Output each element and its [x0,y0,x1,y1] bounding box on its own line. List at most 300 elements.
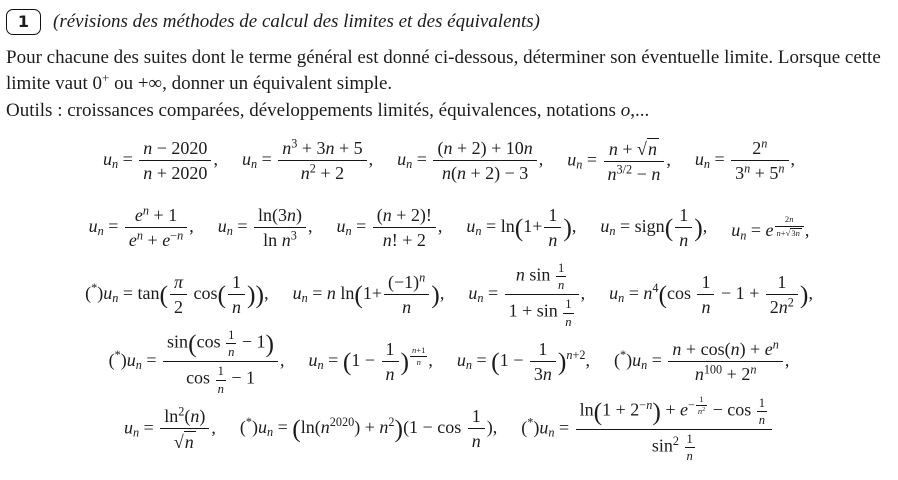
fraction-denominator [696,406,707,417]
math-variable: n [647,138,657,159]
math-variable: n [382,230,392,251]
formula: $(^*)u_n = \tan$( $\frac{\pi}{2}$ cos( $\frac{1}{n}$ )), [85,272,269,318]
math-variable: n [465,358,473,373]
math-variable: n [701,297,711,318]
math-fraction [685,432,695,463]
fraction-denominator [675,228,692,251]
formula: $u_n$ = $\frac{(n + 2) + 10n}{n(n + 2) - 3}$ , [397,138,544,184]
math-sup [409,344,428,368]
math-sub [475,225,481,239]
math-variable: u [468,283,478,304]
fraction-denominator [384,295,429,318]
fraction-numerator: 1 [544,204,561,228]
math-variable: n [750,362,757,377]
big-delimiter: ) [400,347,410,377]
big-delimiter: ) [799,280,809,310]
fraction-numerator: 1 [530,338,556,362]
formula: $(^*)u_n$ = $\frac{n + \cos(n) + e^n}{n^{100} + 2^n}$ , [614,337,790,385]
radical-sign: √ [785,227,791,238]
math-variable: n [609,224,616,239]
formula: $u_n$ = $\frac{n + √n}{n^{3/2} - n}$ , [567,138,671,184]
fraction-numerator: 1 [766,271,798,295]
fraction-denominator [160,429,209,453]
fraction-numerator: $n^3 + 3n + 5$ [278,137,366,161]
math-fraction [766,271,798,318]
math-variable: n [301,291,308,306]
math-variable: n [112,291,119,306]
math-variable: n [761,136,768,151]
math-variable: e [134,205,143,226]
math-sub [136,359,142,373]
math-variable: n [744,161,751,176]
math-variable: n [281,230,291,251]
big-delimiter: ( [217,280,227,310]
fraction-denominator [544,228,561,251]
math-variable: e [128,230,137,251]
math-fraction [556,261,566,292]
math-fraction [382,338,399,385]
math-fraction [668,338,782,385]
math-variable: n [477,291,484,306]
fraction-numerator: 1 [226,328,236,344]
math-variable: u [258,417,267,438]
math-sup: 4 [652,281,659,296]
math-variable: n [232,297,242,318]
big-delimiter: ( [354,280,363,310]
math-sub [318,359,324,373]
formula: $u_n$ = $\frac{\ln(3n)}{\ln n^3}$ , [217,205,313,251]
math-variable: n [730,339,740,360]
math-sup [778,162,784,176]
math-variable: n [607,163,617,184]
big-delimiter: ( [159,280,168,310]
math-fraction [675,204,692,251]
math-fraction [170,271,187,318]
big-delimiter: ( [292,414,301,444]
math-sup [773,338,779,352]
math-variable: u [308,350,318,371]
math-variable: u [600,216,610,237]
math-variable: u [694,149,704,170]
math-variable: n [778,297,788,318]
fraction-denominator: $e^n + e^{-n}$ [128,228,184,251]
math-sqrt [174,431,196,452]
fraction-numerator: n + √n [604,137,665,162]
big-delimiter: ( [491,347,500,377]
math-fraction [228,271,245,318]
math-variable: n [795,227,800,238]
big-delimiter: ( [664,213,674,243]
fraction-numerator: (n + 2) + 10n [433,137,536,161]
fraction-denominator: n! + 2 [382,230,426,251]
formula: $u_n = e$ $^{\frac{2n}{n+√3n}}$ , [731,213,810,243]
math-sup: − 1 n2 [688,393,706,417]
formula: $u_n$ = sign( $\frac{1}{n}$ ), [600,205,708,251]
math-variable: u [466,216,476,237]
fraction-denominator: n + 2020 [143,163,208,184]
fraction-denominator: n+√3n [776,227,800,238]
fraction-denominator [216,381,226,396]
math-variable: n [190,405,200,426]
formula: $(^*)u_n$ = sin(cos $\frac{1}{n}$ − 1) cos $\frac{1}{n}$ − 1 , [108,328,285,396]
math-variable: n [267,425,274,440]
math-variable: u [609,283,619,304]
math-variable: n [112,157,119,172]
math-sup: −n [639,397,653,412]
math-fraction [696,395,707,417]
math-variable: n [643,283,653,304]
math-variable: n [345,224,352,239]
math-variable: n [471,431,481,452]
radicand [184,431,196,452]
math-variable: n [177,228,184,243]
math-fraction [410,346,427,368]
fraction-numerator: 1 [216,364,226,380]
math-sub [346,225,352,239]
math-variable: n [325,138,335,159]
fraction-denominator [228,295,245,318]
math-sub [618,292,624,306]
fraction-numerator: 1 [228,271,245,295]
formula: $u_n$ = n sin $\frac{1}{n}$ 1 + sin $\frac{1}{n}$ , [468,261,586,329]
fraction-numerator: $(-1)^n$ [384,271,429,295]
math-variable: n [217,381,224,396]
fraction-numerator: $n + \cos(n) + e^n$ [668,338,782,362]
math-sub [548,426,554,440]
math-fraction [433,137,536,184]
fraction-numerator: 1 [563,297,573,313]
math-variable: n [772,337,779,352]
math-variable: n [557,278,565,293]
math-variable: n [679,230,689,251]
math-fraction [775,215,804,238]
math-sup: + [102,69,110,85]
math-sup: * [114,348,121,363]
math-variable: n [523,138,533,159]
math-fraction [530,338,556,385]
math-sub [466,359,472,373]
fraction-denominator [226,344,236,359]
math-variable: n [694,364,704,385]
math-variable: n [226,224,233,239]
formula-row [6,127,892,194]
math-variable: n [565,314,572,329]
math-variable: π [173,272,184,293]
math-sup: 2 [787,295,794,310]
big-delimiter: ) [652,396,661,426]
math-sub [641,359,647,373]
math-variable: n [250,157,258,172]
formula: $u_n$ = $\frac{n^3 + 3n + 5}{n^2 + 2}$ , [241,136,374,184]
fraction-numerator: $\ln^2(n)$ [160,405,209,429]
big-delimiter: ( [514,213,524,243]
math-fraction [384,271,429,318]
formula: $u_n$ = $\frac{\ln^2(n)}{√n}$ , [123,404,216,452]
math-variable: n [132,425,140,440]
formula-row [6,328,892,395]
math-sub [576,158,582,172]
radical-sign: √ [637,138,647,159]
math-variable: u [88,216,98,237]
fraction-denominator [556,277,566,292]
fraction-denominator [757,412,767,427]
fraction-numerator: n sin $\frac{1}{n}$ [505,260,579,295]
fraction-numerator: 1 [468,405,485,429]
math-variable: u [567,149,577,170]
math-sup: * [91,281,98,296]
radical-sign: √ [173,431,184,452]
math-sup: 2 [388,415,395,430]
math-fraction [216,364,226,395]
math-sub [302,292,308,306]
math-sup: 100 [703,362,723,377]
math-variable: n [143,163,153,184]
math-fraction [373,204,436,251]
math-variable: n [776,227,781,238]
math-variable: u [217,216,227,237]
math-sup: * [620,348,627,363]
fraction-denominator [697,295,714,318]
math-variable: n [97,224,104,239]
fraction-denominator: $2n^2$ [769,295,794,318]
math-sup: 2 [309,161,316,176]
math-variable: n [548,230,558,251]
math-variable: n [542,364,552,385]
big-delimiter: ) [265,329,275,359]
formula-row [6,395,892,462]
math-variable: u [632,350,642,371]
math-variable: n [143,138,153,159]
math-variable: u [731,220,741,241]
math-fraction [468,405,485,452]
fraction-denominator [382,362,399,385]
math-fraction [163,327,278,396]
math-sup: 2 [702,407,706,414]
formula: $u_n = (1$ − $\frac{1}{3n}$ )$^{n+2}$, [456,339,591,385]
math-variable: n [641,358,648,373]
math-sup: 2 [672,433,679,448]
fraction-denominator: $3^n + 5^n$ [735,161,785,184]
fraction-denominator [468,429,485,452]
fraction-denominator: $n^{100} + 2^n$ [694,362,757,385]
formula-row [6,261,892,328]
math-variable: n [618,291,625,306]
formula-list [6,127,892,462]
math-sub [609,225,615,239]
fraction-denominator: cos $\frac{1}{n}$ − 1 [186,364,256,396]
math-sub [406,158,412,172]
math-variable: o [620,99,631,121]
math-variable: n [142,203,150,218]
big-delimiter: ( [658,280,667,310]
math-sup [137,229,143,243]
radicand [647,138,659,159]
math-sup: * [527,415,534,430]
math-variable: u [241,149,251,170]
math-variable: n [416,357,421,368]
fraction-denominator: $\sin^2$ $\frac{1}{n}$ [651,431,693,464]
math-sup [419,271,425,285]
math-fraction [505,260,579,329]
math-variable: n [576,157,583,172]
math-variable: n [300,163,310,184]
fraction-numerator: $e^n + 1$ [125,204,187,228]
math-sup [761,137,767,151]
math-variable: n [317,358,324,373]
math-sub [112,292,118,306]
math-fraction [254,204,306,251]
math-sqrt [637,138,659,159]
math-sub [251,158,257,172]
math-fraction [125,204,187,251]
math-variable: n [379,417,389,438]
math-variable: n [672,339,682,360]
math-variable: n [326,283,336,304]
big-delimiter: ) [557,347,567,377]
math-sqrt [786,228,802,239]
math-variable: e [765,220,774,241]
formula: $u_n = (1$ − $\frac{1}{n}$ ) $^{\frac{n+1}{n}}$ , [308,339,433,385]
math-sup: 3/2 [616,162,633,177]
math-variable: n [135,358,142,373]
fraction-denominator: 1 + sin $\frac{1}{n}$ [508,297,572,329]
math-variable: u [292,283,302,304]
math-variable: n [443,138,453,159]
math-variable: n [686,449,693,464]
math-fraction [278,137,366,184]
formula: $u_n = n$ ln(1+ $\frac{(-1)^n}{n}$ ), [292,270,445,318]
fraction-denominator [685,448,695,463]
big-delimiter: ) [563,213,572,243]
math-sub [267,426,273,440]
math-variable: n [136,228,144,243]
math-variable: n [651,163,661,184]
math-sub [227,225,233,239]
math-sub [98,225,104,239]
math-variable: n [566,348,573,363]
formula: $u_n = n^4(\cos$ $\frac{1}{n}$ − 1 + $\frac{1}{2n^2}$ ), [609,272,813,318]
formula: $(^*)u_n = (\ln(n^{2020}) + n^2)(1 - \cos$ $\frac{1}{n}$ ), [239,406,498,452]
fraction-numerator: 1 [757,396,767,412]
fraction-numerator: 1 [697,271,714,295]
big-delimiter: ) [694,213,703,243]
fraction-numerator: n − 2020 [139,137,211,161]
fraction-numerator: 1 [382,338,399,362]
math-variable: u [336,216,346,237]
exercise-title: (révisions des méthodes de calcul des limites et des équivalents) [53,11,541,32]
math-fraction [563,297,573,328]
math-fraction [576,394,772,464]
radicand: 3n [791,227,800,238]
math-variable: n [740,228,747,243]
math-variable: n [703,157,710,172]
math-sup: −n [170,228,184,243]
exercise-header [6,6,892,38]
math-variable: n [385,364,395,385]
fraction-numerator: (n + 2)! [373,204,436,228]
fraction-numerator: n+1 [410,346,427,358]
big-delimiter: ) [431,280,440,310]
formula: $u_n$ = $\frac{(n + 2)!}{n! + 2}$ , [336,205,443,251]
fraction-denominator: 2 [174,297,183,318]
math-variable: u [123,417,133,438]
big-delimiter: ( [342,347,352,377]
formula: $(^*)u_n$ = $\ln(1 + 2^{-n}) + e^{- \frac{1}{n^2}}$ − cos $\frac{1}{n}$ $\sin^2$ $\frac{1}{n}$ [521,394,774,464]
fraction-numerator: 2n [775,215,804,227]
fraction-numerator: sin(cos $\frac{1}{n}$ − 1) [163,327,278,362]
math-sup [750,363,756,377]
math-fraction [160,405,209,453]
fraction-numerator: 1 [675,204,692,228]
math-variable: n [778,161,785,176]
fraction-numerator: $\ln(1 + 2^{-n}) + e^{- \frac{1}{n^2}}$ − cos $\frac{1}{n}$ [576,394,772,430]
math-sup [774,213,805,238]
math-fraction [226,328,236,359]
math-variable: n [515,265,525,286]
math-variable: n [287,205,296,226]
formula: $u_n$ = $\frac{e^n + 1}{e^n + e^{-n}}$ , [88,203,194,251]
math-variable: n [608,138,618,159]
math-variable: n [228,345,235,360]
math-variable: n [758,412,766,427]
formula: $u_n$ = $\frac{n - 2020}{n + 2020}$ , [103,138,218,184]
math-variable: u [456,350,466,371]
math-sup: 2 [178,404,185,419]
fraction-numerator: 1 [556,261,566,277]
fraction-numerator: ln(3n) [254,204,306,228]
math-variable: n [789,213,794,224]
math-sup: * [245,415,252,430]
fraction-denominator: $\ln n^3$ [263,228,297,251]
math-variable: n [456,163,466,184]
math-sup: 3 [291,136,298,151]
math-variable: n [412,344,417,355]
big-delimiter: ( [593,396,603,426]
fraction-numerator: 2$^n$ [731,137,788,161]
math-variable: n [697,406,703,417]
intro-paragraph: Pour chacune des suites dont le terme général est donné ci-dessous, déterminer son éventuelle limite. Lorsque cette limite vaut 0+ ou +∞, donner un équivalent simple. [6,47,881,94]
fraction-numerator [170,271,187,295]
math-variable: u [539,417,549,438]
math-sub [133,426,139,440]
math-variable: u [126,350,136,371]
math-variable: n [646,397,653,412]
math-variable: n [419,270,426,285]
math-sub [112,158,118,172]
math-fraction [604,137,665,185]
math-variable: u [103,283,113,304]
math-variable: n [282,138,292,159]
fraction-denominator: n(n + 2) − 3 [441,163,529,184]
fraction-numerator: 1 [696,395,707,407]
math-variable: n [184,431,194,452]
math-fraction [139,137,211,184]
math-fraction [697,271,714,318]
formula: $u_n = \ln(1+$ $\frac{1}{n}$ ), [466,205,577,251]
math-variable: n [406,157,413,172]
math-fraction [757,396,767,427]
math-variable: e [162,230,171,251]
math-sup [143,204,149,218]
exercise-number-box [6,9,41,35]
tools-line: Outils : croissances comparées, développements limités, équivalences, notations o,... [6,99,650,121]
fraction-denominator [563,314,573,329]
math-variable: n [320,417,330,438]
fraction-denominator: 3n [533,364,552,385]
math-sub [740,228,746,242]
math-variable: n [441,163,451,184]
math-sup: 2020 [329,415,355,430]
